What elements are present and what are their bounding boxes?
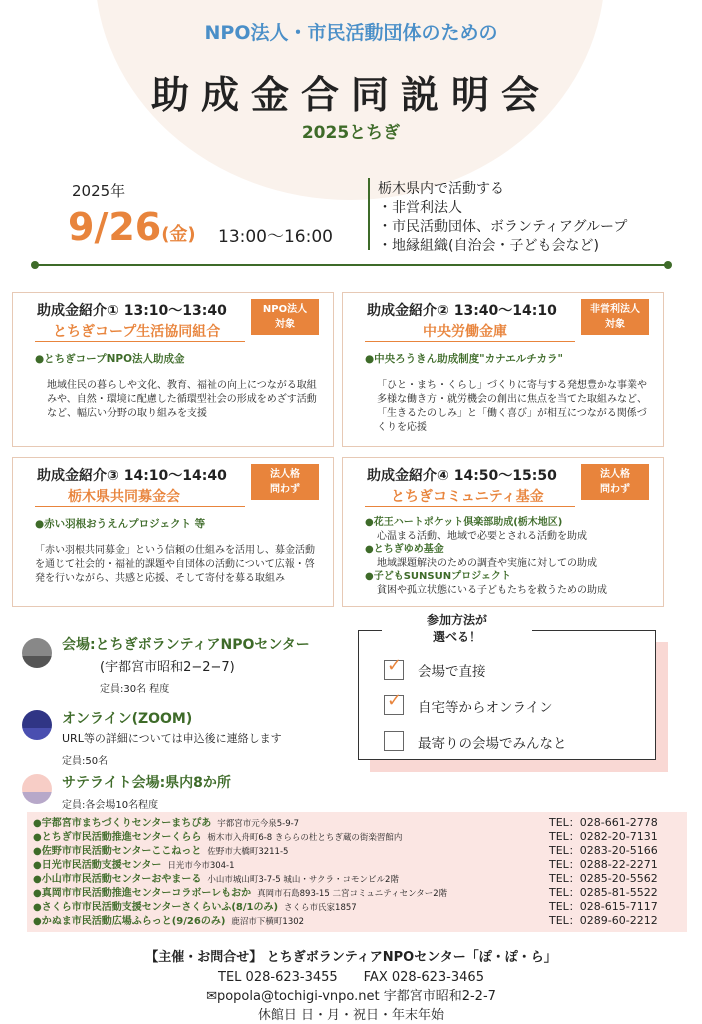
card-heading: 助成金紹介③ 14:10〜14:40 bbox=[37, 468, 227, 484]
card-organization: 中央労働金庫 bbox=[423, 324, 507, 340]
venue-satellite-capacity: 定員:各会場10名程度 bbox=[62, 800, 159, 811]
program-name: ●花王ハートポケット倶楽部助成(栃木地区) bbox=[365, 517, 563, 528]
program-list bbox=[365, 516, 607, 597]
page-title: 助成金合同説明会 bbox=[150, 73, 551, 117]
edition-label: 2025とちぎ bbox=[301, 123, 401, 143]
checkbox-venue: ✓ bbox=[384, 660, 404, 680]
divider-dot bbox=[31, 261, 39, 269]
eligibility-badge: 非営利法人 対象 bbox=[581, 299, 649, 335]
venue-online-capacity: 定員:50名 bbox=[62, 756, 109, 767]
footer-phone: TEL 028-623-3455 FAX 028-623-3465 bbox=[218, 970, 484, 985]
venue-satellite-title: サテライト会場:県内8か所 bbox=[62, 775, 231, 791]
venue-hall-icon bbox=[22, 638, 52, 668]
grant-card-3 bbox=[12, 457, 334, 607]
program-description: 地域課題解決のための調査や実施に対しての助成 bbox=[377, 557, 597, 569]
venue-online-title: オンライン(ZOOM) bbox=[62, 711, 193, 727]
divider-horizontal bbox=[33, 264, 670, 266]
option-venue: 会場で直接 bbox=[418, 664, 486, 680]
event-year: 2025年 bbox=[72, 182, 126, 200]
card-organization: とちぎコミュニティ基金 bbox=[391, 489, 544, 505]
card-underline bbox=[365, 506, 575, 507]
card-heading: 助成金紹介④ 14:50〜15:50 bbox=[367, 468, 557, 484]
option-satellite: 最寄りの会場でみんなと bbox=[418, 736, 567, 752]
program-name: ●赤い羽根おうえんプロジェクト 等 bbox=[35, 518, 206, 530]
eligibility-badge: 法人格 問わず bbox=[581, 464, 649, 500]
subtitle: NPO法人・市民活動団体のための bbox=[204, 22, 498, 44]
satellite-row: ●宇都宮市まちづくりセンターまちぴあ 宇都宮市元今泉5-9-7 TEL：028-661-2778 bbox=[33, 816, 658, 829]
grant-card-4 bbox=[342, 457, 664, 607]
satellite-row: ●真岡市市民活動推進センターコラボーレもおか 真岡市石島893-15 二宮コミュニティセンター2階 TEL：0285-81-5522 bbox=[33, 886, 658, 899]
venue-satellite-icon bbox=[22, 774, 52, 804]
target-line: ・非営利法人 bbox=[378, 200, 462, 216]
satellite-row: ●とちぎ市民活動推進センターくらら 栃木市入舟町6-8 きららの杜とちぎ蔵の街楽習館内 TEL：0282-20-7131 bbox=[33, 830, 658, 843]
card-heading: 助成金紹介② 13:40〜14:10 bbox=[367, 303, 557, 319]
footer-hours: 休館日 日・月・祝日・年末年始 bbox=[257, 1008, 445, 1023]
card-underline bbox=[365, 341, 575, 342]
satellite-row: ●日光市民活動支援センター 日光市今市304-1 TEL：0288-22-2271 bbox=[33, 858, 658, 871]
program-description: 「赤い羽根共同募金」という信頼の仕組みを活用し、募金活動を通じて社会的・福祉的課題や自団体の活動について広報・啓発を行いながら、共感と応援、そして寄付を募る取組み bbox=[35, 545, 315, 584]
footer-organizer: 【主催・お問合せ】 とちぎボランティアNPOセンター「ぽ・ぽ・ら」 bbox=[145, 950, 557, 965]
program-description: 貧困や孤立状態にいる子どもたちを救うための助成 bbox=[377, 584, 607, 596]
satellite-row: ●さくら市市民活動支援センターさくらいふ(8/1のみ) さくら市氏家1857 TEL：028-615-7117 bbox=[33, 900, 658, 913]
target-line: ・市民活動団体、ボランティアグループ bbox=[378, 219, 628, 235]
event-dow: (金) bbox=[161, 224, 196, 245]
card-organization: 栃木県共同募金会 bbox=[68, 489, 180, 505]
satellite-row: ●かぬま市民活動広場ふらっと(9/26のみ) 鹿沼市下横町1302 TEL：0289-60-2212 bbox=[33, 914, 658, 927]
target-line: ・地縁組織(自治会・子ども会など) bbox=[378, 238, 599, 254]
checkbox-satellite bbox=[384, 731, 404, 751]
card-heading: 助成金紹介① 13:10〜13:40 bbox=[37, 303, 227, 319]
target-list bbox=[378, 180, 627, 256]
venue-online-note: URL等の詳細については申込後に連絡します bbox=[62, 732, 282, 745]
satellite-row: ●小山市市民活動センターおやまーる 小山市城山町3-7-5 城山・サクラ・コモンビル2階 TEL：0285-20-5562 bbox=[33, 872, 658, 885]
venue-online-icon bbox=[22, 710, 52, 740]
program-name: ●とちぎコープNPO法人助成金 bbox=[35, 353, 185, 365]
program-description: 地域住民の暮らしや文化、教育、福祉の向上につながる取組みや、自然・環境に配慮した循環型社会の形成をめざす活動など、幅広い分野の取り組みを支援 bbox=[47, 380, 317, 419]
divider-dot bbox=[664, 261, 672, 269]
option-online: 自宅等からオンライン bbox=[418, 700, 553, 716]
venue-hall-title: 会場:とちぎボランティアNPOセンター bbox=[62, 637, 310, 653]
eligibility-badge: 法人格 問わず bbox=[251, 464, 319, 500]
program-description: 「ひと・まち・くらし」づくりに寄与する発想豊かな事業や多様な働き方・就労機会の創出に焦点を当てた取組みなど、「生きるたのしみ」と「働く喜び」が相互につながる関係づくりを応援 bbox=[377, 380, 647, 433]
venue-hall-address: (宇都宮市昭和2−2−7) bbox=[100, 660, 235, 675]
card-underline bbox=[35, 341, 245, 342]
checkbox-online: ✓ bbox=[384, 695, 404, 715]
event-date: 9/26(金) bbox=[68, 205, 196, 249]
program-name: ●子どもSUNSUNプロジェクト bbox=[365, 571, 511, 582]
grant-card-2 bbox=[342, 292, 664, 447]
target-line: 栃木県内で活動する bbox=[378, 181, 504, 197]
program-name: ●とちぎゆめ基金 bbox=[365, 544, 444, 555]
satellite-row: ●佐野市市民活動センターここねっと 佐野市大橋町3211-5 TEL：0283-20-5166 bbox=[33, 844, 658, 857]
grant-card-1 bbox=[12, 292, 334, 447]
venue-hall-capacity: 定員:30名 程度 bbox=[100, 684, 170, 695]
divider-vertical bbox=[368, 178, 370, 250]
program-name: ●中央ろうきん助成制度"カナエルチカラ" bbox=[365, 353, 563, 365]
eligibility-badge: NPO法人 対象 bbox=[251, 299, 319, 335]
card-organization: とちぎコープ生活協同組合 bbox=[53, 324, 221, 340]
footer-email: ✉popola@tochigi-vnpo.net 宇都宮市昭和2-2-7 bbox=[206, 989, 496, 1004]
event-time: 13:00〜16:00 bbox=[218, 227, 333, 247]
participation-heading: 参加方法が 選べる！ bbox=[382, 608, 532, 650]
program-description: 心温まる活動、地域で必要とされる活動を助成 bbox=[377, 530, 587, 542]
card-underline bbox=[35, 506, 245, 507]
